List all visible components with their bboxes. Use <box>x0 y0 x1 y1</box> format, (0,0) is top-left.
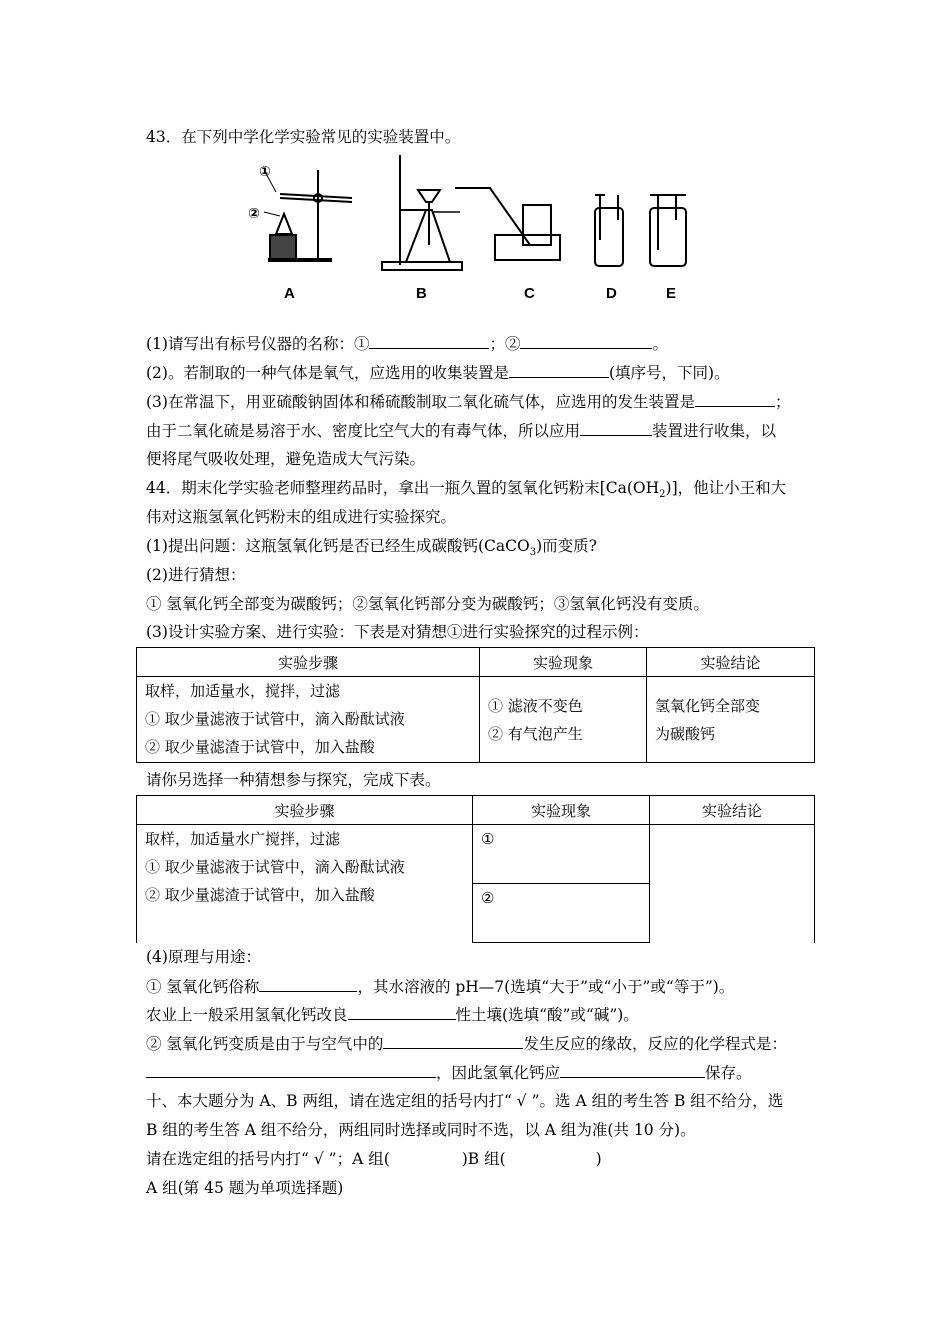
q44-step4-line3: ② 氢氧化钙变质是由于与空气中的 发生反应的缘故，反应的化学程式是： <box>146 1035 787 1053</box>
answer-blank[interactable] <box>146 1062 436 1078</box>
q44-step4-line4: ，因此氢氧化钙应 保存。 <box>146 1062 752 1083</box>
table-cell-phenomenon-1[interactable]: ① <box>473 825 650 884</box>
apparatus-figure <box>240 150 700 305</box>
answer-blank[interactable] <box>383 1033 523 1049</box>
marker-2: ② <box>248 205 260 221</box>
answer-blank[interactable] <box>520 333 652 349</box>
q44-title-line2: 伟对这瓶氢氧化钙粉末的组成进行实验探究。 <box>146 508 457 526</box>
label-C: C <box>524 285 535 302</box>
answer-blank[interactable] <box>580 420 652 436</box>
table-cell-steps: 取样，加适量水，搅拌，过滤 ① 取少量滤液于试管中，滴入酚酞试液 ② 取少量滤渣于试管中，加入盐酸 <box>137 677 480 763</box>
table-cell-steps: 取样，加适量水广搅拌，过滤 ① 取少量滤液于试管中，滴入酚酞试液 ② 取少量滤渣于试管中，加入盐酸 <box>137 825 473 943</box>
q44-step1: (1)提出问题：这瓶氢氧化钙是否已经生成碳酸钙(CaCO$_3$)而变质? <box>146 537 597 559</box>
q44-step4-line2: 农业上一般采用氢氧化钙改良 性土壤(选填“酸”或“碱”)。 <box>146 1006 639 1024</box>
answer-blank[interactable] <box>560 1062 705 1078</box>
label-A: A <box>284 285 295 302</box>
q44-step3: (3)设计实验方案、进行实验：下表是对猜想①进行实验探究的过程示例： <box>146 623 649 641</box>
q43-part2: (2)。若制取的一种气体是氧气，应选用的收集装置是 (填序号，下同)。 <box>146 364 730 382</box>
table-cell-phenomena: ① 滤液不变色 ② 有气泡产生 <box>480 677 647 763</box>
q44-title-line1: 44．期末化学实验老师整理药品时，拿出一瓶久置的氢氧化钙粉末$[Ca(OH_2)]$，他让小王和大 <box>146 479 787 501</box>
answer-blank[interactable] <box>369 333 489 349</box>
answer-blank[interactable] <box>509 362 609 378</box>
answer-blank[interactable] <box>695 391 775 407</box>
answer-table <box>136 795 815 943</box>
label-E: E <box>666 285 677 302</box>
q44-step4-line1: ① 氢氧化钙俗称 ，其水溶液的 pH—7(选填“大于”或“小于”或“等于”)。 <box>146 978 735 996</box>
answer-blank[interactable] <box>348 1004 456 1020</box>
table-header: 实验现象 <box>473 796 650 825</box>
q43-part3: (3)在常温下，用亚硫酸钠固体和稀硫酸制取二氧化硫气体，应选用的发生装置是 ； <box>146 393 791 411</box>
table-header: 实验步骤 <box>137 648 480 677</box>
label-D: D <box>606 285 617 302</box>
section10-line3: 请在选定组的括号内打“ √ ”；A 组( )B 组( ) <box>146 1150 602 1168</box>
choose-instruction: 请你另选择一种猜想参与探究，完成下表。 <box>146 771 441 789</box>
table-header: 实验结论 <box>647 648 815 677</box>
table-header: 实验结论 <box>650 796 815 825</box>
q44-step4: (4)原理与用途： <box>146 948 261 966</box>
q43-title: 43．在下列中学化学实验常见的实验装置中。 <box>146 128 461 146</box>
q43-part3-line3: 便将尾气吸收处理，避免造成大气污染。 <box>146 450 426 468</box>
label-B: B <box>416 285 427 302</box>
table-cell-conclusion: 氢氧化钙全部变 为碳酸钙 <box>647 677 815 763</box>
q43-part1: (1)请写出有标号仪器的名称：① ；② 。 <box>146 335 668 353</box>
example-table <box>136 647 815 763</box>
table-cell-phenomenon-2[interactable]: ② <box>473 884 650 943</box>
section10-line4: A 组(第 45 题为单项选择题) <box>146 1179 344 1197</box>
marker-1: ① <box>259 163 271 179</box>
table-header: 实验现象 <box>480 648 647 677</box>
table-cell-conclusion[interactable] <box>650 825 815 943</box>
section10-line1: 十、本大题分为 A、B 两组，请在选定组的括号内打“ √ ”。选 A 组的考生答 B 组不给分，选 <box>146 1092 784 1110</box>
q44-step2: (2)进行猜想： <box>146 566 246 584</box>
section10-line2: B 组的考生答 A 组不给分，两组同时选择或同时不选，以 A 组为准(共 10 分)。 <box>146 1121 696 1139</box>
q44-guesses: ① 氢氧化钙全部变为碳酸钙；②氢氧化钙部分变为碳酸钙；③氢氧化钙没有变质。 <box>146 595 709 613</box>
q43-part3-line2: 由于二氧化硫是易溶于水、密度比空气大的有毒气体，所以应用 装置进行收集，以 <box>146 422 777 440</box>
answer-blank[interactable] <box>259 976 357 992</box>
table-header: 实验步骤 <box>137 796 473 825</box>
